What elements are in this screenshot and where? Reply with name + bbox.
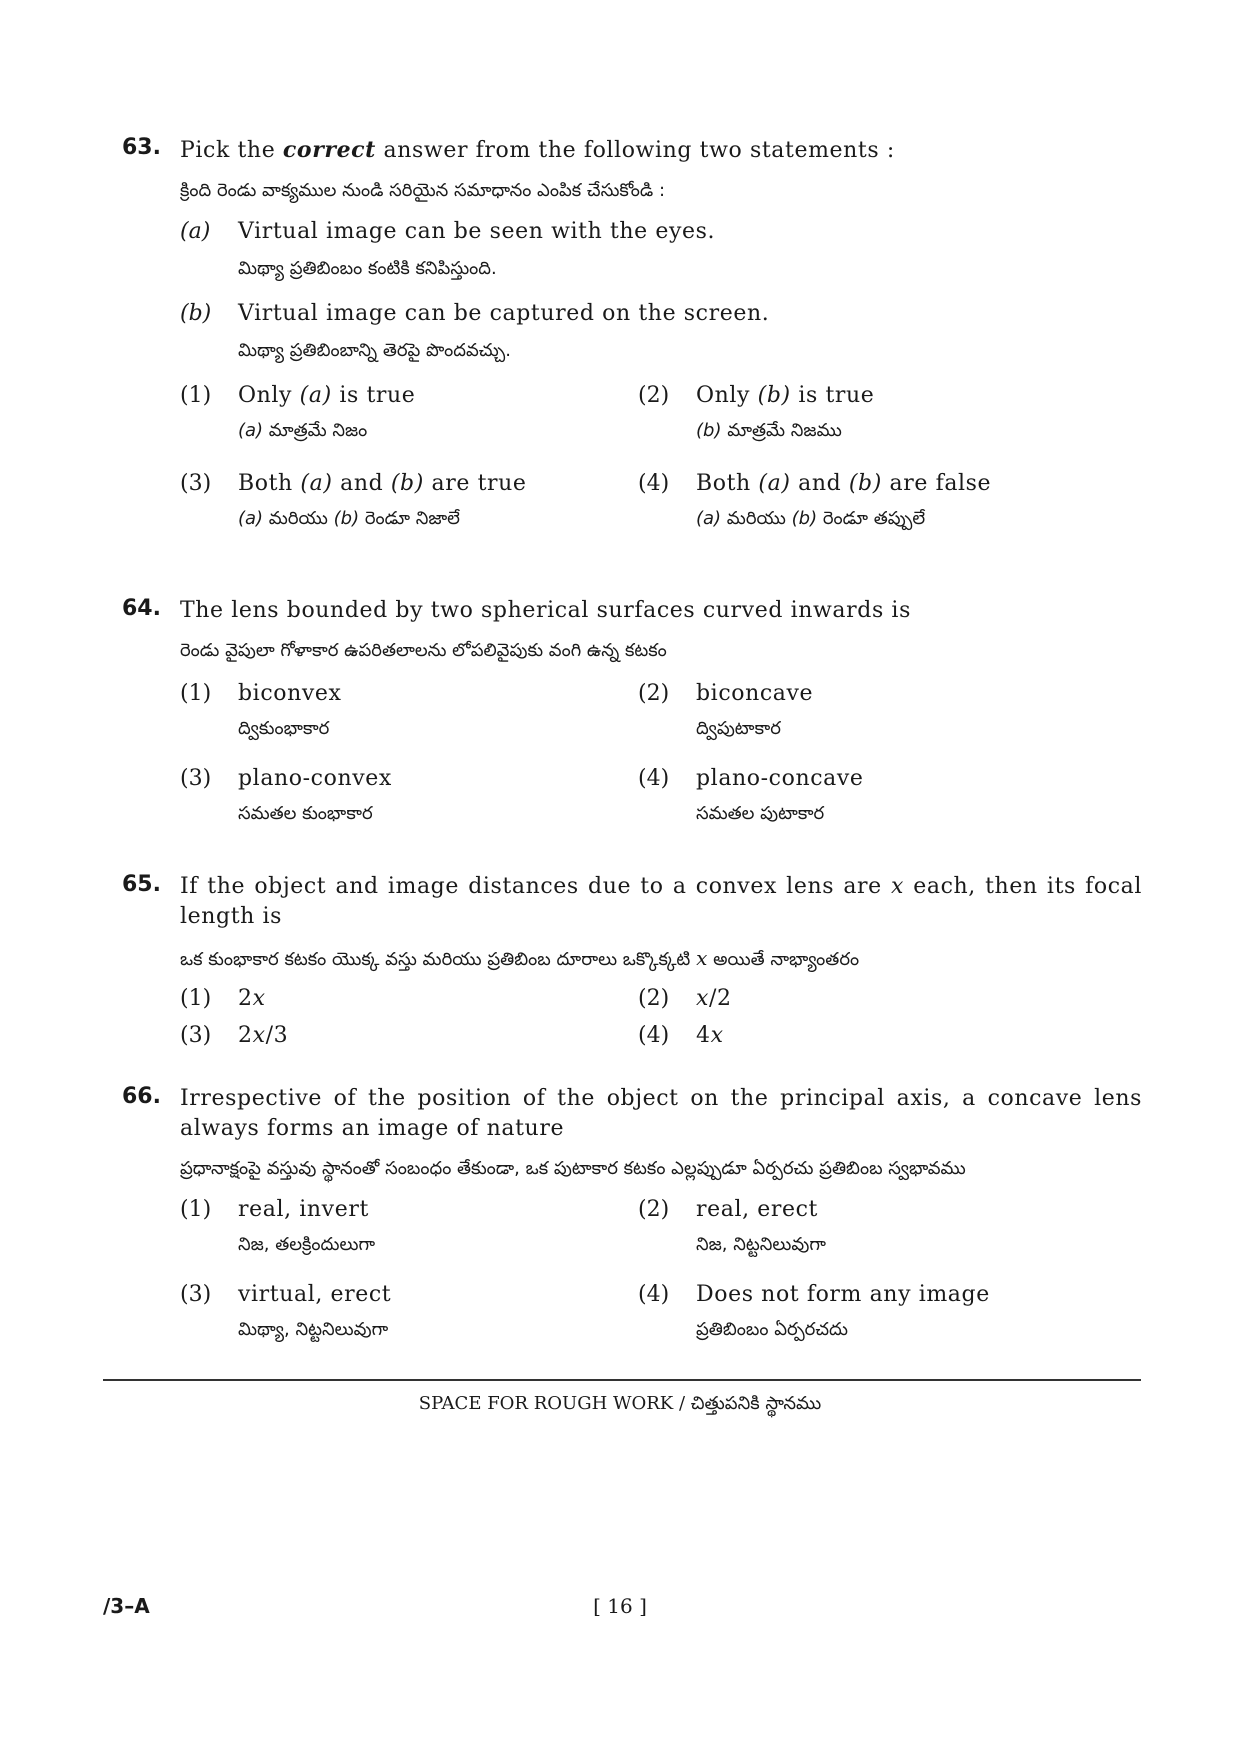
option-3[interactable]: (3) Both (a) and (b) are true (a) మరియు (b) రెండూ నిజాలే [180,471,527,529]
question-text-telugu: క్రింది రెండు వాక్యముల నుండి సరియైన సమాధానం ఎంపిక చేసుకోండి : [180,180,666,201]
rough-work-label: SPACE FOR ROUGH WORK / చిత్తుపనికి స్థానము [418,1393,822,1414]
option-4[interactable]: (4) 4x [638,1023,724,1048]
question-63 [122,135,1142,543]
divider-line [103,1379,1141,1381]
options [180,1197,1142,1357]
page-number: [ 16 ] [593,1594,647,1618]
question-number: 66. [122,1084,161,1109]
option-3[interactable]: (3) virtual, erect మిథ్యా, నిట్టనిలువుగా [180,1282,392,1340]
question-65 [122,872,1142,1064]
question-number: 65. [122,872,161,897]
statement-a: (a) Virtual image can be seen with the eyes. మిథ్యా ప్రతిబింబం కంటికి కనిపిస్తుంది. [180,219,716,279]
option-4[interactable]: (4) Both (a) and (b) are false (a) మరియు (b) రెండూ తప్పులే [638,471,992,529]
statement-b: (b) Virtual image can be captured on the screen. మిథ్యా ప్రతిబింబాన్ని తెరపై పొందవచ్చు. [180,301,770,361]
question-66 [122,1084,1142,1357]
option-1[interactable]: (1) biconvex ద్వికుంభాకార [180,681,342,739]
option-1[interactable]: (1) real, invert నిజ, తలక్రిందులుగా [180,1197,376,1255]
question-text-telugu: రెండు వైపులా గోళాకార ఉపరితలాలను లోపలివైపుకు వంగి ఉన్న కటకం [180,640,667,661]
question-text: Irrespective of the position of the object on the principal axis, a concave lens always forms an image of nature [180,1086,1142,1141]
question-text-telugu: ప్రధానాక్షంపై వస్తువు స్థానంతో సంబంధం తేకుండా, ఒక పుటాకార కటకం ఎల్లప్పుడూ ఏర్పరచు ప్రతిబింబ స్వభావము [180,1158,966,1179]
options [180,383,1142,543]
question-text: The lens bounded by two spherical surfaces curved inwards is [180,598,911,623]
question-number: 63. [122,135,161,160]
option-3[interactable]: (3) plano-convex సమతల కుంభాకార [180,766,392,824]
option-1[interactable]: (1) Only (a) is true (a) మాత్రమే నిజం [180,383,416,441]
booklet-code: /3–A [103,1594,150,1618]
question-text-telugu: ఒక కుంభాకార కటకం యొక్క వస్తు మరియు ప్రతిబింబ దూరాలు ఒక్కొక్కటి x అయితే నాభ్యాంతరం [180,946,860,970]
option-2[interactable]: (2) x/2 [638,986,732,1011]
question-text: If the object and image distances due to a convex lens are x each, then its focal length is [180,874,1142,929]
option-2[interactable]: (2) real, erect నిజ, నిట్టనిలువుగా [638,1197,826,1255]
question-text: Pick the correct answer from the following two statements : [180,137,895,163]
question-number: 64. [122,596,161,621]
option-3[interactable]: (3) 2x/3 [180,1023,289,1048]
question-64 [122,596,1142,841]
option-4[interactable]: (4) Does not form any image ప్రతిబింబం ఏర్పరచదు [638,1282,990,1340]
option-2[interactable]: (2) biconcave ద్విపుటాకార [638,681,814,739]
option-4[interactable]: (4) plano-concave సమతల పుటాకార [638,766,864,824]
options [180,986,1142,1064]
option-2[interactable]: (2) Only (b) is true (b) మాత్రమే నిజము [638,383,875,441]
option-1[interactable]: (1) 2x [180,986,266,1011]
options [180,681,1142,841]
